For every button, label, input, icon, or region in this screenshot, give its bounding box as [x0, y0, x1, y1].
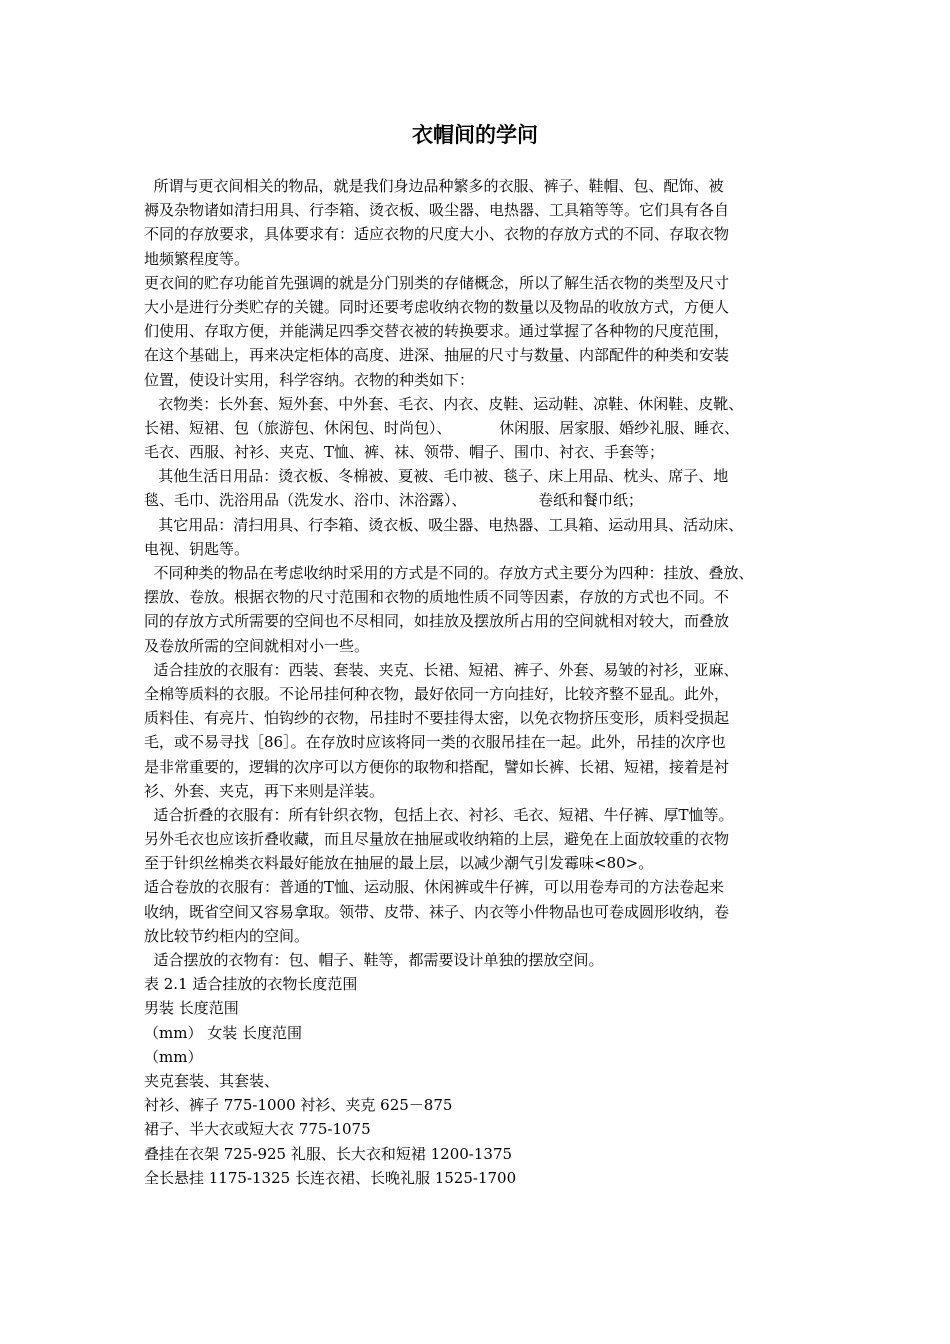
text-line: 更衣间的贮存功能首先强调的就是分门别类的存储概念，所以了解生活衣物的类型及尺寸 — [144, 273, 730, 292]
text-line: 适合折叠的衣服有：所有针织衣物，包括上衣、衬衫、毛衣、短裙、牛仔裤、厚T恤等。 — [144, 805, 734, 824]
text-line: 全棉等质料的衣服。不论吊挂何种衣物，最好依同一方向挂好，比较齐整不显乱。此外， — [144, 684, 730, 703]
text-line: 不同种类的物品在考虑收纳时采用的方式是不同的。存放方式主要分为四种：挂放、叠放、 — [144, 564, 754, 582]
text-line: 适合挂放的衣服有：西装、套装、夹克、长裙、短裙、裤子、外套、易皱的衬衫，亚麻、 — [144, 660, 739, 679]
text-line: 夹克套装、其套装、 — [144, 1071, 280, 1090]
text-line: （mm） — [144, 1047, 203, 1066]
text-line: 毛，或不易寻找［86］。在存放时应该将同一类的衣服吊挂在一起。此外，吊挂的次序也 — [144, 733, 726, 752]
text-line: 至于针织丝棉类衣料最好能放在抽屉的最上层，以减少潮气引发霉味<80>。 — [144, 854, 654, 873]
text-line: 另外毛衣也应该折叠收藏，而且尽量放在抽屉或收纳箱的上层，避免在上面放较重的衣物 — [144, 830, 730, 849]
text-line: 放比较节约柜内的空间。 — [144, 926, 310, 945]
text-line: 毛衣、西服、衬衫、夹克、T恤、裤、袜、领带、帽子、围巾、衬衣、手套等； — [144, 443, 665, 462]
text-line: 适合摆放的衣物有：包、帽子、鞋等，都需要设计单独的摆放空间。 — [144, 951, 604, 969]
text-line: 毯、毛巾、洗浴用品（洗发水、浴巾、沐浴露）、 卷纸和餐巾纸； — [144, 491, 644, 510]
text-line: 同的存放方式所需要的空间也不尽相同，如挂放及摆放所占用的空间就相对较大，而叠放 — [144, 612, 730, 631]
text-line: 表 2.1 适合挂放的衣物长度范围 — [144, 975, 358, 994]
text-line: 在这个基础上，再来决定柜体的高度、进深、抽屉的尺寸与数量、内部配件的种类和安装 — [144, 346, 730, 365]
text-line: 长裙、短裙、包（旅游包、休闲包、时尚包）、 休闲服、居家服、婚纱礼服、睡衣、 — [144, 418, 740, 437]
text-line: 摆放、卷放。根据衣物的尺寸范围和衣物的质地性质不同等因素，存放的方式也不同。不 — [144, 588, 730, 607]
document-title: 衣帽间的学问 — [412, 123, 538, 147]
text-line: 衬衫、裤子 775-1000 衬衫、夹克 625－875 — [144, 1096, 453, 1115]
text-line: 质料佳、有亮片、怕钩纱的衣物，吊挂时不要挂得太密，以免衣物挤压变形，质料受损起 — [144, 709, 730, 728]
text-line: 及卷放所需的空间就相对小一些。 — [144, 636, 370, 655]
text-line: 男装 长度范围 — [144, 999, 239, 1018]
text-line: 大小是进行分类贮存的关键。同时还要考虑收纳衣物的数量以及物品的收放方式，方便人 — [144, 297, 730, 316]
text-line: 褥及杂物诸如清扫用具、行李箱、烫衣板、吸尘器、电热器、工具箱等等。它们具有各自 — [144, 201, 730, 220]
text-line: 是非常重要的，逻辑的次序可以方便你的取物和搭配，譬如长裤、长裙、短裙，接着是衬 — [144, 757, 730, 776]
text-line: 衫、外套、夹克，再下来则是洋装。 — [144, 781, 385, 800]
text-line: 其它用品：清扫用具、行李箱、烫衣板、吸尘器、电热器、工具箱、运动用具、活动床、 — [144, 515, 744, 534]
document-body — [144, 174, 810, 1190]
text-line: 收纳，既省空间又容易拿取。领带、皮带、袜子、内衣等小件物品也可卷成圆形收纳，卷 — [144, 902, 730, 921]
text-line: 所谓与更衣间相关的物品，就是我们身边品种繁多的衣服、裤子、鞋帽、包、配饰、被 — [144, 177, 724, 195]
text-line: 适合卷放的衣服有：普通的T恤、运动服、休闲裤或牛仔裤，可以用卷寿司的方法卷起来 — [144, 878, 725, 897]
text-line: 位置，使设计实用，科学容纳。衣物的种类如下： — [144, 370, 475, 389]
text-line: 全长悬挂 1175-1325 长连衣裙、长晚礼服 1525-1700 — [144, 1168, 517, 1187]
text-line: 不同的存放要求，具体要求有：适应衣物的尺度大小、衣物的存放方式的不同、存取衣物 — [144, 225, 730, 244]
text-line: 裙子、半大衣或短大衣 775-1075 — [144, 1120, 371, 1139]
text-line: 衣物类：长外套、短外套、中外套、毛衣、内衣、皮鞋、运动鞋、凉鞋、休闲鞋、皮靴、 — [144, 394, 744, 413]
text-line: 电视、钥匙等。 — [144, 539, 250, 558]
text-line: 其他生活日用品：烫衣板、冬棉被、夏被、毛巾被、毯子、床上用品、枕头、席子、地 — [144, 467, 729, 486]
text-line: 们使用、存取方便，并能满足四季交替衣被的转换要求。通过掌握了各种物的尺度范围， — [144, 322, 730, 341]
text-line: 地频繁程度等。 — [144, 249, 250, 268]
text-line: （mm） 女装 长度范围 — [144, 1023, 302, 1042]
text-line: 叠挂在衣架 725-925 礼服、长大衣和短裙 1200-1375 — [144, 1144, 513, 1163]
